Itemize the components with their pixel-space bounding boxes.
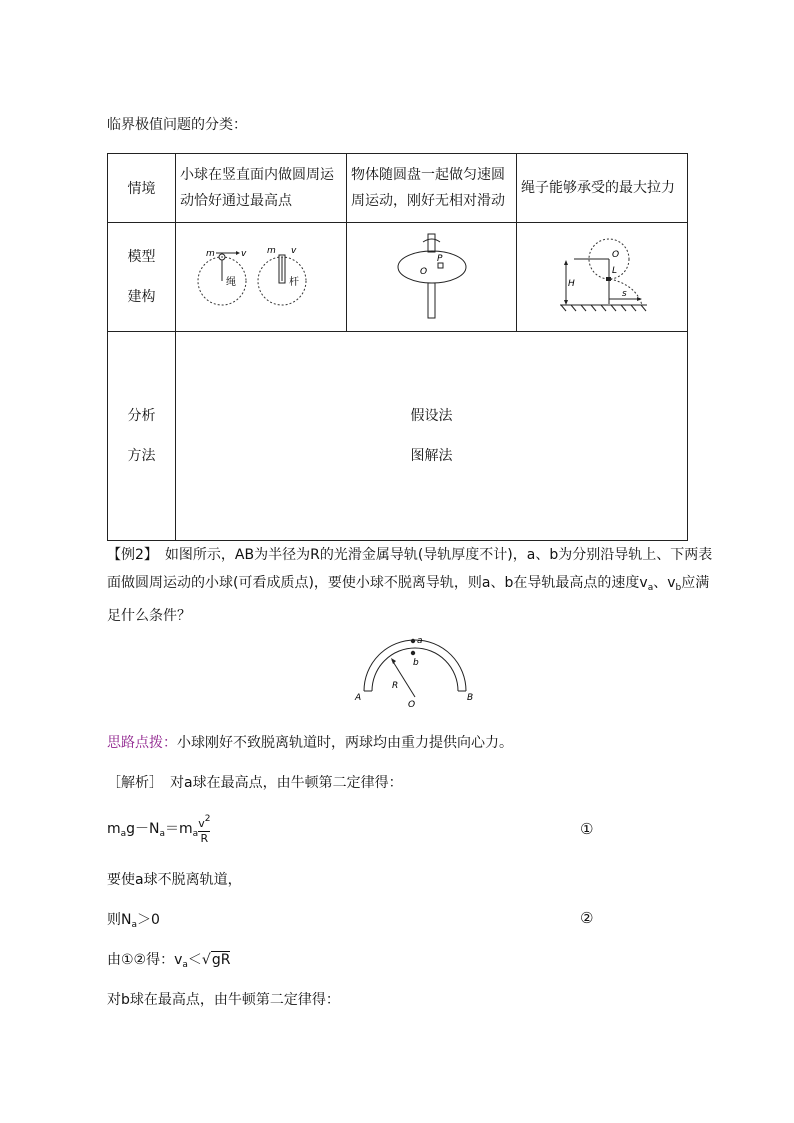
- equation-number-2: ②: [580, 909, 594, 927]
- svg-text:P: P: [436, 254, 442, 264]
- svg-text:绳: 绳: [226, 277, 236, 288]
- figure-max-tension: [517, 223, 688, 332]
- svg-text:R: R: [392, 681, 399, 691]
- svg-text:b: b: [413, 658, 419, 668]
- rope-rod-diagram: [196, 237, 326, 317]
- method-cell: [176, 332, 688, 541]
- rotating-disk-diagram: [392, 232, 472, 322]
- hint-label: 思路点拨：: [107, 735, 177, 751]
- figure-rope-rod: [176, 223, 347, 332]
- analysis-intro: ［解析］ 对a球在最高点，由牛顿第二定律得：: [107, 775, 403, 791]
- condition-line: 要使a球不脱离轨道，: [107, 872, 242, 888]
- hint: 思路点拨：小球刚好不致脱离轨道时，两球均由重力提供向心力。: [107, 735, 513, 751]
- table-row: [108, 223, 688, 332]
- equation-number-1: ①: [580, 820, 594, 838]
- svg-text:O: O: [419, 267, 427, 277]
- svg-text:H: H: [568, 279, 575, 289]
- section-heading: 临界极值问题的分类：: [107, 117, 247, 133]
- classification-table: [107, 153, 688, 541]
- example-tag: 【例2】: [107, 547, 151, 563]
- equation-2: 则$N_a>0$: [107, 912, 160, 930]
- svg-text:v: v: [241, 249, 247, 259]
- method-assumption: 假设法: [410, 408, 453, 424]
- row-label-method: 分析 方法: [108, 332, 176, 541]
- row-label-scenario: 情境: [108, 154, 176, 223]
- arc-track-diagram: [350, 633, 480, 711]
- scenario-max-tension: 绳子能够承受的最大拉力: [517, 154, 688, 223]
- svg-text:m: m: [267, 246, 276, 256]
- scenario-vertical-circle: 小球在竖直面内做圆周运动恰好通过最高点: [176, 154, 347, 223]
- svg-text:v: v: [291, 246, 297, 256]
- b-ball-line: 对b球在最高点，由牛顿第二定律得：: [107, 992, 340, 1008]
- row-label-model: 模型 建构: [108, 223, 176, 332]
- pendulum-cut-diagram: [552, 237, 652, 317]
- table-row: [108, 332, 688, 541]
- equation-3: 由①②得：$v_a<√gR$: [107, 952, 231, 970]
- svg-text:O: O: [612, 250, 620, 260]
- scenario-rotating-disk: 物体随圆盘一起做匀速圆周运动，刚好无相对滑动: [347, 154, 517, 223]
- svg-text:B: B: [467, 693, 474, 703]
- svg-text:m: m: [206, 249, 215, 259]
- svg-text:a: a: [417, 636, 423, 646]
- figure-rotating-disk: [347, 223, 517, 332]
- svg-text:A: A: [355, 693, 362, 703]
- svg-text:L: L: [612, 266, 618, 276]
- table-row: [108, 154, 688, 223]
- example-2: 【例2】 如图所示，AB为半径为R的光滑金属导轨(导轨厚度不计)，a、b为分别沿导轨上、下两表面做圆周运动的小球(可看成质点)，要使小球不脱离导轨，则a、b在导轨最高点的速度$v_a$、$v_b$应满足什么条件？: [107, 547, 713, 624]
- svg-text:O: O: [408, 700, 416, 710]
- method-graphical: 图解法: [410, 448, 453, 464]
- equation-1: $m_ag-N_a=m_a$ $\frac{v^2}{R}$: [107, 814, 211, 845]
- svg-text:杆: 杆: [289, 277, 299, 288]
- svg-text:s: s: [622, 289, 627, 299]
